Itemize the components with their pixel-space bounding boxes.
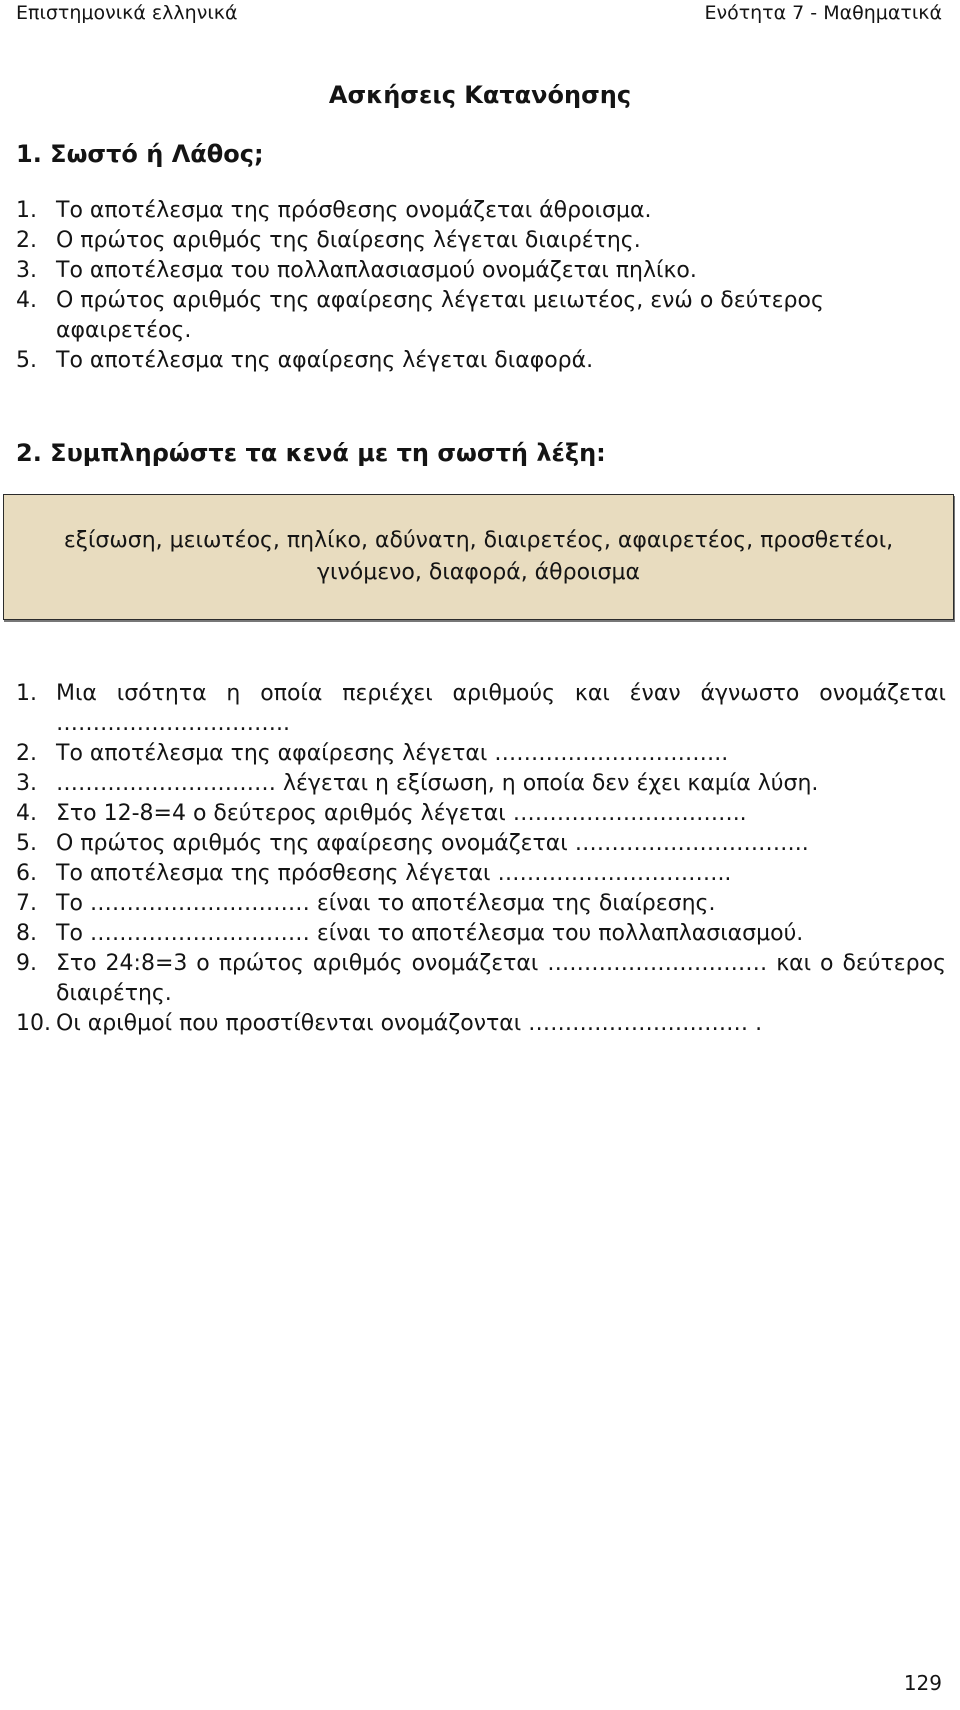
item-text: Ο πρώτος αριθμός της αφαίρεσης λέγεται μειωτέος, ενώ ο δεύτερος αφαιρετέος.: [56, 288, 824, 343]
item-number: 1.: [16, 681, 37, 706]
list-item: [16, 859, 946, 889]
item-number: 4.: [16, 801, 37, 826]
item-number: 10.: [16, 1011, 51, 1036]
header-left-text: Επιστημονικά ελληνικά: [16, 2, 238, 24]
item-text: Το ………………………… είναι το αποτέλεσμα της διαίρεσης.: [56, 891, 716, 916]
list-item: [16, 769, 946, 799]
document-title: [0, 77, 960, 113]
item-text: Το αποτέλεσμα της αφαίρεσης λέγεται διαφορά.: [56, 348, 594, 373]
fill-in-list: [16, 679, 946, 1039]
item-number: 7.: [16, 891, 37, 916]
header-right-text: Ενότητα 7 - Μαθηματικά: [704, 2, 942, 24]
item-text: Στο 24:8=3 ο πρώτος αριθμός ονομάζεται ………………………… και ο δεύτερος διαιρέτης.: [56, 951, 946, 1006]
list-item: [16, 256, 946, 286]
item-text: Το αποτέλεσμα της πρόσθεσης ονομάζεται άθροισμα.: [56, 198, 652, 223]
item-number: 9.: [16, 951, 37, 976]
list-item: [16, 829, 946, 859]
item-number: 5.: [16, 831, 37, 856]
item-text: Το αποτέλεσμα της αφαίρεσης λέγεται …………………………..: [56, 741, 729, 766]
item-number: 5.: [16, 348, 37, 373]
item-text: ………………………… λέγεται η εξίσωση, η οποία δεν έχει καμία λύση.: [56, 771, 819, 796]
item-text: Ο πρώτος αριθμός της διαίρεσης λέγεται διαιρέτης.: [56, 228, 641, 253]
list-item: [16, 196, 946, 226]
page-number: 129: [903, 1671, 942, 1695]
list-item: [16, 346, 946, 376]
list-item: [16, 889, 946, 919]
word-bank-box: [3, 494, 954, 620]
item-number: 3.: [16, 771, 37, 796]
item-text: Στο 12-8=4 ο δεύτερος αριθμός λέγεται …………………………..: [56, 801, 747, 826]
item-number: 6.: [16, 861, 37, 886]
list-item: [16, 949, 946, 1009]
item-number: 2.: [16, 741, 37, 766]
item-text: Το αποτέλεσμα της πρόσθεσης λέγεται …………………………..: [56, 861, 732, 886]
word-bank-text: εξίσωση, μειωτέος, πηλίκο, αδύνατη, διαιρετέος, αφαιρετέος, προσθετέοι, γινόμενο, διαφορά, άθροισμα: [63, 528, 894, 585]
document-title-text: Ασκήσεις Κατανόησης: [328, 81, 632, 109]
item-number: 4.: [16, 288, 37, 313]
item-text: Οι αριθμοί που προστίθενται ονομάζονται ………………………… .: [56, 1011, 763, 1036]
list-item: [16, 286, 946, 346]
list-item: [16, 1009, 946, 1039]
item-text: Μια ισότητα η οποία περιέχει αριθμούς και έναν άγνωστο ονομάζεται …………………………..: [56, 681, 946, 736]
true-false-list: [16, 196, 946, 376]
item-number: 1.: [16, 198, 37, 223]
item-number: 8.: [16, 921, 37, 946]
item-number: 2.: [16, 228, 37, 253]
section-2-title: 2. Συμπληρώστε τα κενά με τη σωστή λέξη:: [16, 439, 606, 467]
list-item: [16, 919, 946, 949]
item-text: Το ………………………… είναι το αποτέλεσμα του πολλαπλασιασμού.: [56, 921, 804, 946]
list-item: [16, 226, 946, 256]
item-text: Ο πρώτος αριθμός της αφαίρεσης ονομάζεται …………………………..: [56, 831, 809, 856]
item-number: 3.: [16, 258, 37, 283]
page-header: [16, 0, 942, 30]
list-item: [16, 799, 946, 829]
list-item: [16, 739, 946, 769]
section-1-title: 1. Σωστό ή Λάθος;: [16, 140, 264, 168]
item-text: Το αποτέλεσμα του πολλαπλασιασμού ονομάζεται πηλίκο.: [56, 258, 697, 283]
list-item: [16, 679, 946, 739]
